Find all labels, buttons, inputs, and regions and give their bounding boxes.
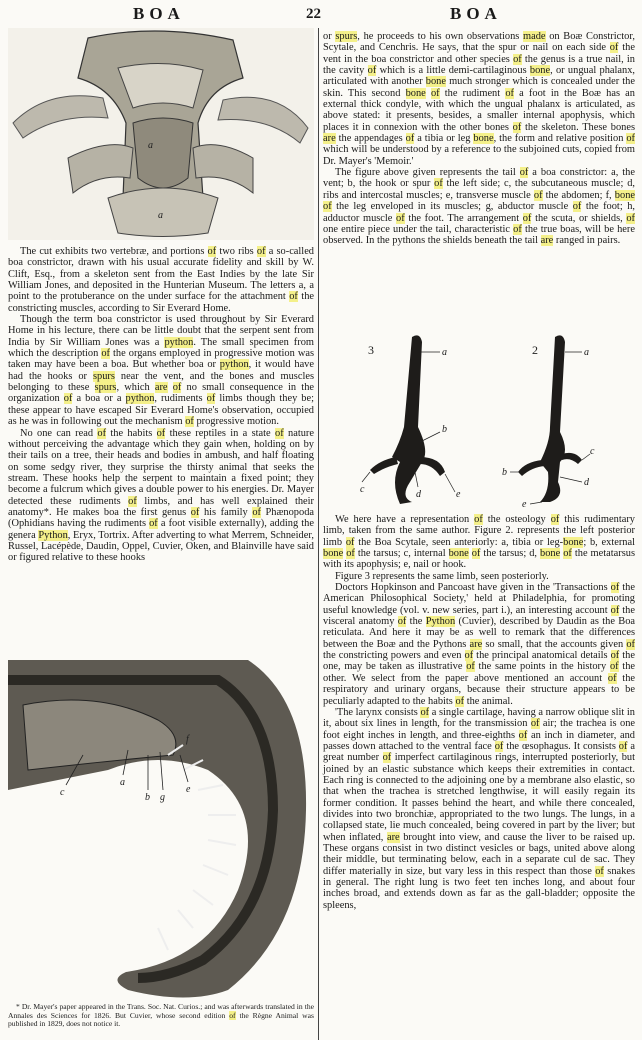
paragraph: or spurs, he proceeds to his own observations made on Boæ Constrictor, Scytale, and Cenchris. He says, that the spur or nail on each side of the vent in the boa constrictor and other species of the genus is a true nail, in the cavity of which is a little demi-cartilaginous bone, or ungual phalanx, articulated with another bone much stronger which is concealed under the skin. This second bone of the rudiment of a foot in the Boæ has an external thick condyle, with which the ungual phalanx is articulated, as above stated: it presents, besides, a smaller internal apophysis, which places it in connexion with the other bones of the skeleton. These bones are the appendages of a tibia or leg bone, the form and relative position of which will be understood by a reference to the subjoined cuts, copied from Dr. Mayer's 'Memoir.' — [323, 31, 636, 167]
page-number: 22 — [306, 6, 321, 22]
paragraph: Though the term boa constrictor is used throughout by Sir Everard Home in his lecture, there can be little doubt that the serpent sent from India by Sir William Jones was a python. The small specimen from which the description of the organs employed in progressive motion was taken may have been a boa. But whether boa or python, it would have had the hooks or spurs near the vent, and the bones and muscles belonging to these spurs, which are of no small consequence in the organization of a boa or a python, rudiments of limbs though they be; these appear to have escaped Sir Everard Home's observation, occupied as he was in following out the mechanism of progressive motion. — [8, 314, 314, 428]
limb-bones-illustration — [360, 332, 600, 507]
column-divider — [318, 28, 319, 1040]
figure-label: g — [160, 792, 165, 803]
vertebrae-illustration — [8, 28, 314, 240]
left-column-text — [8, 246, 314, 564]
figure-label: b — [145, 792, 150, 803]
footnote-text: * Dr. Mayer's paper appeared in the Trans. Soc. Nat. Curios.; and was afterwards translated in the Annales des Sciences for 1826. But Cuvier, whose second edition of the Règne Animal was published in 1829, does not notice it. — [8, 1002, 314, 1029]
figure-label: c — [60, 787, 65, 798]
paragraph: The cut exhibits two vertebræ, and portions of two ribs of a so-called boa constrictor, drawn with his usual accurate fidelity and skill by W. Clift, Esq., from a skeleton sent from the East Indies by the late Sir William Jones, and deposited in the Hunterian Museum. The letters a, a point to the protuberance on the under surface for the attachment of the constricting muscles, according to Sir Everard Home. — [8, 246, 315, 314]
figure-label: a — [148, 140, 153, 151]
figure-label: c — [590, 446, 595, 457]
paragraph: No one can read of the habits of these reptiles in a state of nature without perceiving the advantage which they gain when, holding on by their tails on a tree, their heads and bodies in ambush, and half floating on some sedgy river, they surprise the thirsty animal that seeks the stream. These hooks help the serpent to maintain a fixed point; they become a fulcrum which gives a double power to his energies. Dr. Mayer detected these rudiments of limbs, and has well explained their anatomy*. He makes boa the first genus of his family of Phænopoda (Ophidians having the rudiments of a foot visible externally), adding the genera Python, Eryx, Tortrix. After adverting to what Merrem, Schneider, Russel, Lacépède, Daudin, Oppel, Cuvier, Oken, and Blainville have said or figured relative to these hooks — [8, 427, 315, 564]
figure-label: a — [120, 777, 125, 788]
figure-label: a — [158, 210, 163, 221]
figure-label: d — [584, 477, 589, 488]
figure-label: c — [360, 484, 365, 495]
figure-label: e — [186, 784, 191, 795]
figure-label: e — [522, 499, 527, 507]
footnote — [8, 1003, 314, 1029]
paragraph: Doctors Hopkinson and Pancoast have given in the 'Transactions of the American Philosophical Society,' held at Philadelphia, for promoting useful knowledge (vol. v. new series, part i.), an interesting account of the visceral anatomy of the Python (Cuvier), described by Daudin as the Boa reticulata. And here it may be as well to remark that the differences between the Boæ and the Pythons are so small, that the accounts given of the constricting powers and even of the principal anatomical details of the one, may be taken as illustrative of the same points in the history of the other. We select from the paper above mentioned an account of the respiratory and urinary organs, because their structure appears to be peculiarly adapted to the habits of the animal. — [323, 582, 636, 707]
paragraph: Figure 3 represents the same limb, seen posteriorly. — [335, 570, 549, 582]
paragraph: The figure above given represents the tail of a boa constrictor: a, the vent; b, the hook or spur of the left side; c, the subcutaneous muscle; d, ribs and intercostal muscles; e, transverse muscle of the abdomen; f, bone of the leg enveloped in its muscles; g, abductor muscle of the foot; h, adductor muscle of the foot. The arrangement of the scuta, or shields, of one entire piece under the tail, characteristic of the true boas, will be here observed. In the pythons the shields beneath the tail are ranged in pairs. — [323, 167, 636, 247]
figure-label: a — [584, 347, 589, 358]
right-column-top-text — [323, 31, 635, 247]
figure-label: e — [456, 489, 461, 500]
running-head-right: BOA — [450, 4, 502, 23]
figure-number: 3 — [368, 343, 374, 357]
figure-label: b — [502, 467, 507, 478]
figure-label: a — [442, 347, 447, 358]
figure-label: f — [186, 734, 189, 745]
figure-label: d — [416, 489, 421, 500]
figure-number: 2 — [532, 343, 538, 357]
figure-label: b — [442, 424, 447, 435]
paragraph: We here have a representation of the osteology of this rudimentary limb, taken from the same author. Figure 2. represents the left posterior limb of the Boa Scytale, seen anteriorly: a, tibia or leg-bone; b, external bone of the tarsus; c, internal bone of the tarsus; d, bone of the metatarsus with its apophysis; e, nail or hook. — [323, 514, 635, 571]
boa-tail-illustration — [8, 660, 314, 1000]
paragraph: 'The larynx consists of a single cartilage, having a narrow oblique slit in it, about six lines in length, for the transmission of air; the trachea is one foot eight inches in length, and three-eighths of an inch in diameter, and passes down attached to the ventral face of the œsophagus. It consists of a great number of imperfect cartilaginous rings, interrupted posteriorly, but joined by an elastic substance which keeps their extremities in contact. Each ring is connected to the adjoining one by a membrane also elastic, so that when the trachea is stretched lengthwise, it will easily regain its former condition. It passes behind the heart, and while there concealed, divides into two bronchiæ, appropriated to the two lungs. The lungs, in a collapsed state, lie much concealed, being covered in part by the liver; but when inflated, are brought into view, and cause the liver to be raised up. These organs consist in two distinct vesicles or bags, united above along their middle, but terminating below, each in a separate cul de sac. They differ materially in size, but vary less in this respect than those of snakes in general. The right lung is two feet ten inches long, and about four inches broad, and extends down as far as the gall-bladder; opposite the spleens, — [323, 706, 636, 911]
running-head-left: BOA — [133, 4, 185, 23]
right-column-bottom-text — [323, 514, 635, 911]
